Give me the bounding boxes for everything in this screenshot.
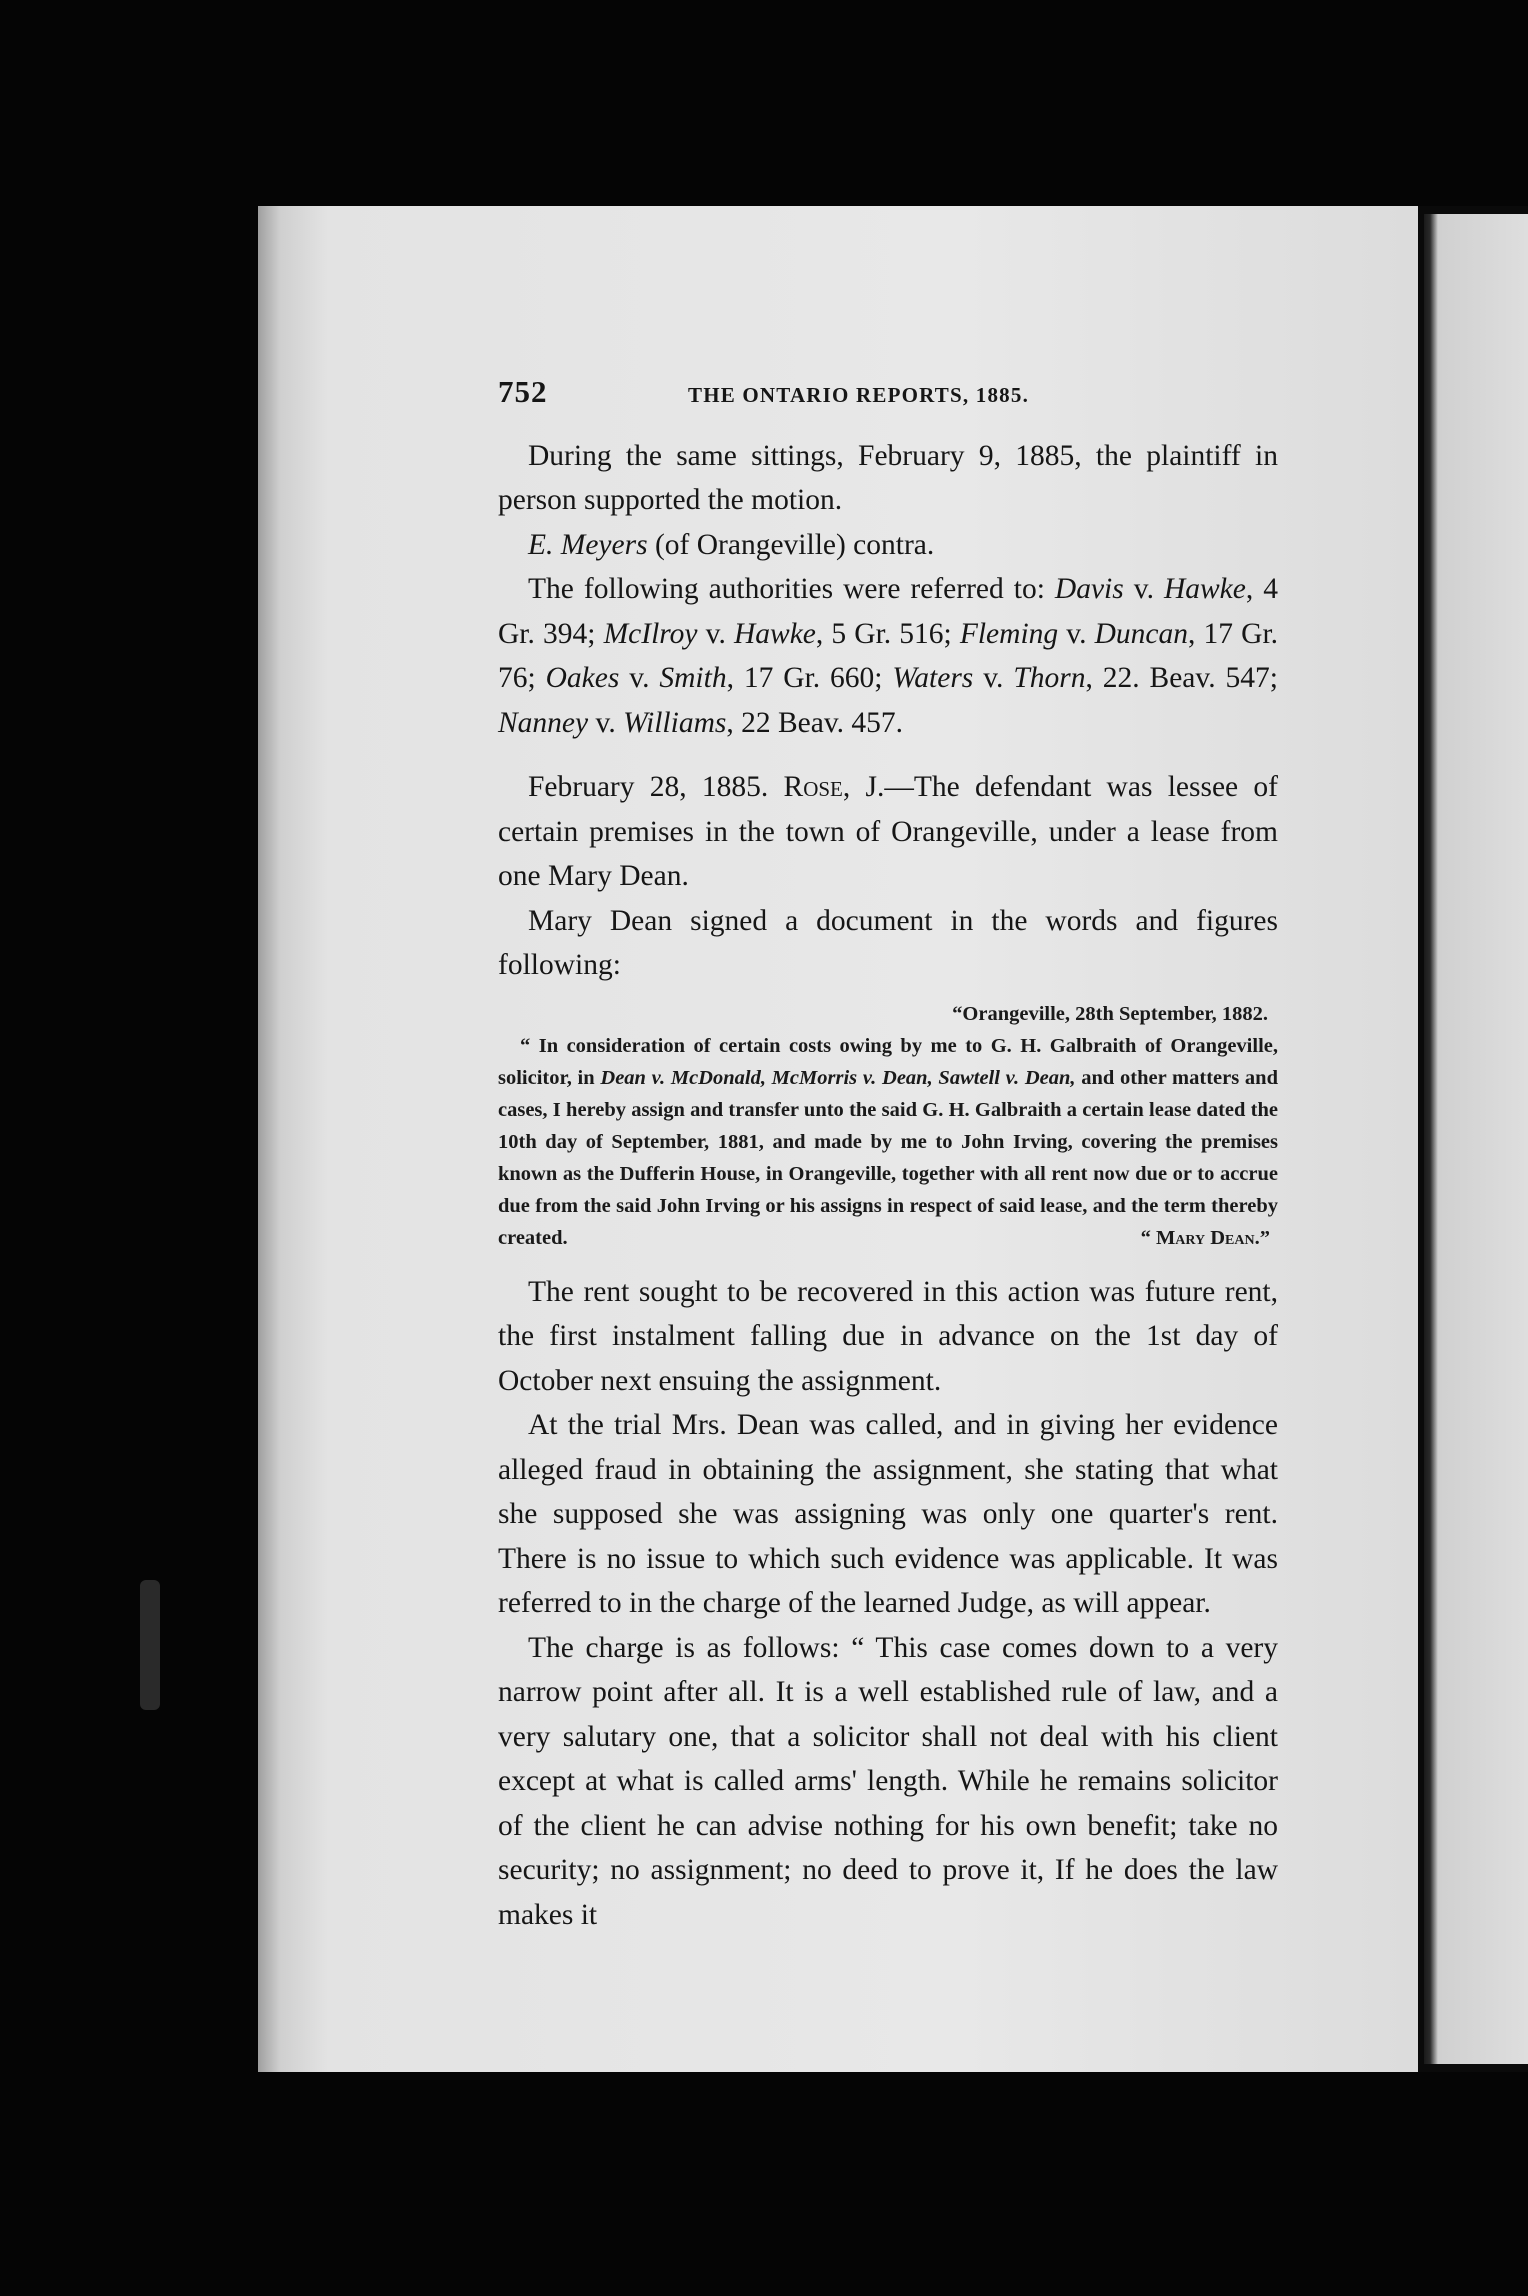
page-number: 752 [498,374,548,409]
case-party: Duncan [1094,617,1189,650]
case-versus: v. [973,662,1014,694]
letter-text: and other matters and cases, I hereby assign and transfer unto the said G. H. Galbraith a certain lease dated the 10th day of September, 1881, and made by me to John Irving, covering the premises known as the Dufferin House, in Orangeville, together with all rent now due or to accrue due from the said John Irving or his assigns in respect of said lease, and the term thereby created. [498,1066,1278,1249]
case-citation: , 17 Gr. 76; [498,617,1279,694]
paragraph-counsel [498,523,1278,568]
case-party: Hawke [1163,573,1246,605]
letter-signature: “ Mary Dean.” [1140,1226,1270,1249]
case-party: McIlroy [603,617,698,650]
case-party: Oakes [545,662,620,694]
paragraph-judgment-opening [498,765,1278,899]
judgment-text: —The defendant was lessee of certain premises in the town of Orangeville, under a lease from one Mary Dean. [498,771,1278,892]
case-party: Hawke [733,617,816,650]
paragraph-document-intro: Mary Dean signed a document in the words and figures following: [498,904,1278,981]
running-head: THE ONTARIO REPORTS, 1885. [688,383,1030,407]
page-header [498,370,1278,418]
case-versus: v. [588,706,624,739]
authorities-intro: The following authorities were referred to: [528,573,1055,605]
letter-text: “ In consideration of certain costs owing by me to G. H. Galbraith of Orangeville, solicitor, in [498,1034,1278,1089]
case-versus: v. [697,617,734,650]
letter-signature-line [498,1222,1278,1254]
paragraph-trial: At the trial Mrs. Dean was called, and in giving her evidence alleged fraud in obtaining the assignment, she stating that what she supposed she was assigning was only one quarter's rent. There is no issue to which such evidence was applicable. It was referred to in the charge of the learned Judge, as will appear. [498,1409,1278,1619]
counsel-rest: (of Orangeville) contra. [647,528,935,561]
case-versus: v. [1058,617,1095,650]
paragraph-authorities [498,567,1278,745]
case-party: Williams [623,706,727,739]
scan-artifact [140,1580,160,1710]
page-content [498,370,1278,1937]
case-versus: v. [1123,573,1164,605]
paragraph-rent: The rent sought to be recovered in this action was future rent, the first instalment falling due in advance on the 1st day of October next ensuing the assignment. [498,1275,1278,1397]
case-party: Smith [659,662,727,694]
judgment-date: February 28, 1885. [528,771,784,803]
paragraph-charge: The charge is as follows: “ This case comes down to a very narrow point after all. It is a well established rule of law, and a very salutary one, that a solicitor shall not deal with his client except at what is called arms' length. While he remains solicitor of the client he can advise nothing for his own benefit; take no security; no assignment; no deed to prove it, If he does the law makes it [498,1631,1278,1931]
case-citation: , 22 Beav. 457. [726,706,904,739]
case-party: Waters [892,662,974,694]
quoted-assignment [498,998,1278,1254]
adjacent-page-edge [1424,214,1528,2064]
case-citation: , 17 Gr. 660; [726,662,893,694]
case-party: Fleming [959,617,1059,650]
case-citation: , 22. Beav. 547; [1085,662,1278,694]
case-versus: v. [619,662,660,694]
case-party: Davis [1054,573,1124,605]
judge-name: Rose, J. [783,771,885,803]
counsel-name: E. Meyers [528,528,648,561]
case-party: Thorn [1013,662,1086,694]
case-citation: , 5 Gr. 516; [815,617,960,650]
case-citation: , 4 Gr. 394; [498,573,1279,650]
paragraph-sittings: During the same sittings, February 9, 1885, the plaintiff in person supported the motion. [498,439,1278,516]
letter-date: “Orangeville, 28th September, 1882. [952,1002,1268,1025]
letter-body [498,1030,1278,1254]
case-party: Nanney [498,706,589,739]
letter-cases: Dean v. McDonald, McMorris v. Dean, Sawtell v. Dean, [600,1066,1076,1089]
